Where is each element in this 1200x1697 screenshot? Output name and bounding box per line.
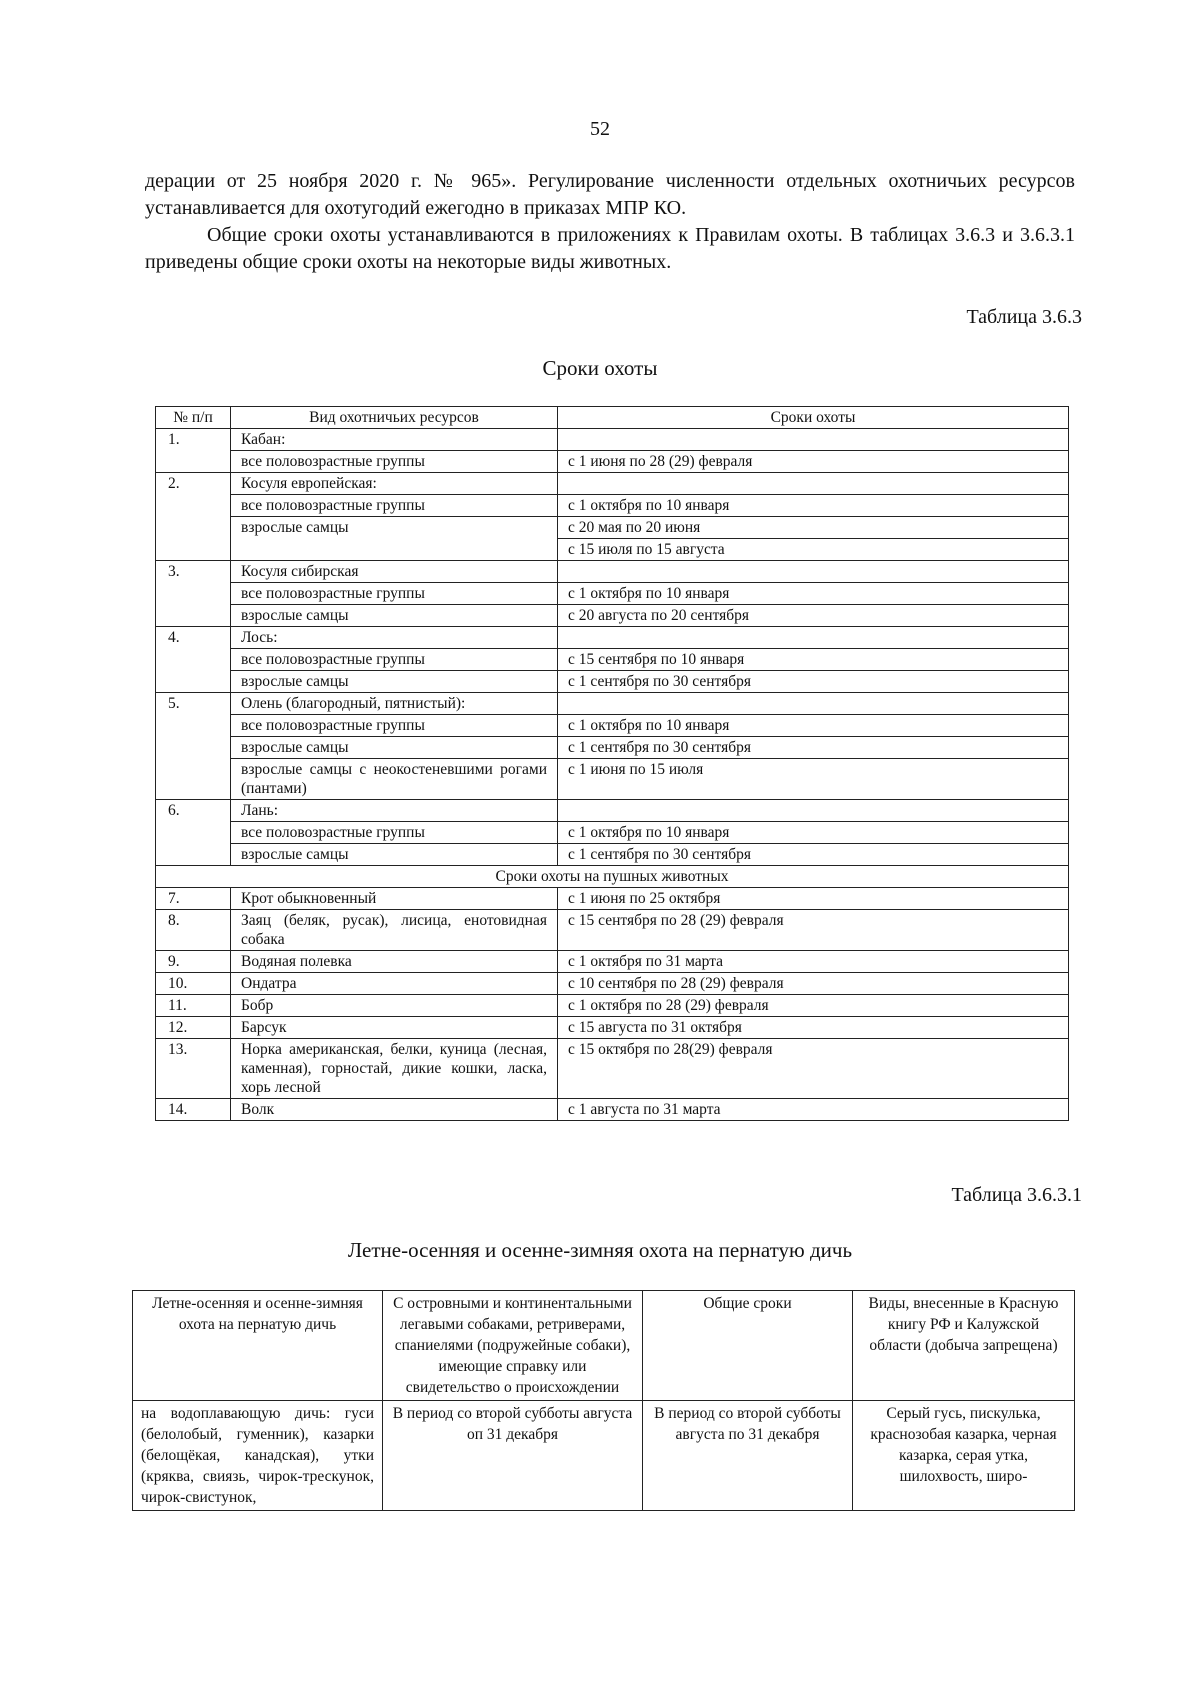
group-kind: все половозрастные группы: [231, 583, 558, 605]
table-row: [156, 429, 1069, 451]
species-name: Ондатра: [231, 973, 558, 995]
table-row: [156, 910, 1069, 951]
group-kind: все половозрастные группы: [231, 495, 558, 517]
table-label-3-6-3-1: Таблица 3.6.3.1: [951, 1184, 1082, 1206]
period-cell: с 20 августа по 20 сентября: [558, 605, 1069, 627]
header-number: № п/п: [156, 407, 231, 429]
period-cell: с 1 октября по 10 января: [558, 822, 1069, 844]
table-row: [156, 649, 1069, 671]
group-kind: все половозрастные группы: [231, 649, 558, 671]
period-cell: с 1 августа по 31 марта: [558, 1099, 1069, 1121]
group-kind: взрослые самцы: [231, 844, 558, 866]
cell-with-dogs: В период со второй субботы августа оп 31 декабря: [383, 1401, 643, 1511]
row-number: 13.: [156, 1039, 231, 1099]
header-general-terms: Общие сроки: [643, 1291, 853, 1401]
period-cell: с 15 сентября по 10 января: [558, 649, 1069, 671]
header-red-book: Виды, внесенные в Красную книгу РФ и Калужской области (добыча запрещена): [853, 1291, 1075, 1401]
table-row: [156, 605, 1069, 627]
period-cell: с 1 сентября по 30 сентября: [558, 844, 1069, 866]
row-number: 3.: [156, 561, 231, 627]
group-kind: взрослые самцы: [231, 671, 558, 693]
row-number: 1.: [156, 429, 231, 473]
table-label-3-6-3: Таблица 3.6.3: [966, 306, 1082, 328]
table-row: [156, 951, 1069, 973]
period-cell: с 20 мая по 20 июня: [558, 517, 1069, 539]
table-row: [156, 517, 1069, 539]
row-number: 12.: [156, 1017, 231, 1039]
period-cell: с 1 июня по 28 (29) февраля: [558, 451, 1069, 473]
cell-game-type: на водоплавающую дичь: гуси (белолобый, гуменник), казарки (белощёкая, канадская), утки (кряква, свиязь, чирок-трескунок, чирок-свистунок,: [133, 1401, 383, 1511]
species-name: Бобр: [231, 995, 558, 1017]
species-name: Норка американская, белки, куница (лесная, каменная), горностай, дикие кошки, ласка, хорь лесной: [231, 1039, 558, 1099]
table-row: [156, 583, 1069, 605]
period-cell: с 1 июня по 15 июля: [558, 759, 1069, 800]
period-cell: [558, 627, 1069, 649]
period-cell: [558, 429, 1069, 451]
species-name: Лось:: [231, 627, 558, 649]
table-row: [156, 671, 1069, 693]
species-name: Олень (благородный, пятнистый):: [231, 693, 558, 715]
row-number: 14.: [156, 1099, 231, 1121]
period-cell: с 15 июля по 15 августа: [558, 539, 1069, 561]
period-cell: с 1 сентября по 30 сентября: [558, 671, 1069, 693]
period-cell: [558, 473, 1069, 495]
species-name: Косуля европейская:: [231, 473, 558, 495]
table-row: [156, 693, 1069, 715]
row-number: 10.: [156, 973, 231, 995]
paragraph-general-terms: Общие сроки охоты устанавливаются в приложениях к Правилам охоты. В таблицах 3.6.3 и 3.6.3.1 приведены общие сроки охоты на некоторые виды животных.: [145, 224, 1075, 273]
period-cell: с 15 октября по 28(29) февраля: [558, 1039, 1069, 1099]
period-cell: с 1 июня по 25 октября: [558, 888, 1069, 910]
species-name: Барсук: [231, 1017, 558, 1039]
hunting-terms-body: [156, 429, 1069, 1121]
species-name: Заяц (беляк, русак), лисица, енотовидная собака: [231, 910, 558, 951]
row-number: 9.: [156, 951, 231, 973]
paragraph-regulation: дерации от 25 ноября 2020 г. № 965». Регулирование численности отдельных охотничьих ресурсов устанавливается для охотугодий ежегодно в приказах МПР КО.: [145, 170, 1075, 219]
table-row: [156, 759, 1069, 800]
table-title-hunting-terms: Сроки охоты: [542, 356, 658, 380]
table-row: [156, 561, 1069, 583]
table-row: [156, 473, 1069, 495]
row-number: 4.: [156, 627, 231, 693]
table-row: [156, 627, 1069, 649]
species-name: Кабан:: [231, 429, 558, 451]
table-header-row: [156, 407, 1069, 429]
species-name: Лань:: [231, 800, 558, 822]
period-cell: с 1 октября по 10 января: [558, 495, 1069, 517]
row-number: 5.: [156, 693, 231, 800]
table-row: [156, 1099, 1069, 1121]
group-kind: все половозрастные группы: [231, 715, 558, 737]
feathered-game-table: [132, 1290, 1075, 1511]
cell-general-terms: В период со второй субботы августа по 31 декабря: [643, 1401, 853, 1511]
row-number: 7.: [156, 888, 231, 910]
row-number: 8.: [156, 910, 231, 951]
period-cell: с 15 сентября по 28 (29) февраля: [558, 910, 1069, 951]
header-species: Вид охотничьих ресурсов: [231, 407, 558, 429]
table-row: [156, 737, 1069, 759]
table-row: [156, 1017, 1069, 1039]
group-kind: все половозрастные группы: [231, 451, 558, 473]
table-title-feathered-game: Летне-осенняя и осенне-зимняя охота на пернатую дичь: [347, 1238, 853, 1262]
table-row: [156, 973, 1069, 995]
period-cell: [558, 561, 1069, 583]
table-row: [156, 822, 1069, 844]
species-name: Крот обыкновенный: [231, 888, 558, 910]
group-kind: взрослые самцы: [231, 605, 558, 627]
table-row: [156, 495, 1069, 517]
fur-section-title: Сроки охоты на пушных животных: [156, 866, 1069, 888]
row-number: 6.: [156, 800, 231, 866]
period-cell: с 1 сентября по 30 сентября: [558, 737, 1069, 759]
table-row: [156, 888, 1069, 910]
group-kind: взрослые самцы с неокостеневшими рогами (пантами): [231, 759, 558, 800]
period-cell: с 1 октября по 28 (29) февраля: [558, 995, 1069, 1017]
period-cell: с 1 октября по 31 марта: [558, 951, 1069, 973]
species-name: Косуля сибирская: [231, 561, 558, 583]
cell-red-book: Серый гусь, пискулька, краснозобая казарка, черная казарка, серая утка, шилохвость, широ-: [853, 1401, 1075, 1511]
table-row: [156, 844, 1069, 866]
table-row: [156, 995, 1069, 1017]
period-cell: [558, 800, 1069, 822]
species-name: Водяная полевка: [231, 951, 558, 973]
table-row: [156, 451, 1069, 473]
header-hunt-type: Летне-осенняя и осенне-зимняя охота на пернатую дичь: [133, 1291, 383, 1401]
group-kind: взрослые самцы: [231, 737, 558, 759]
table-row: [133, 1401, 1075, 1511]
table-row: [156, 1039, 1069, 1099]
group-kind: все половозрастные группы: [231, 822, 558, 844]
table-header-row: [133, 1291, 1075, 1401]
header-terms: Сроки охоты: [558, 407, 1069, 429]
period-cell: [558, 693, 1069, 715]
period-cell: с 1 октября по 10 января: [558, 583, 1069, 605]
table-row: [156, 800, 1069, 822]
page-number: 52: [590, 118, 610, 140]
group-kind: взрослые самцы: [231, 517, 558, 561]
period-cell: с 10 сентября по 28 (29) февраля: [558, 973, 1069, 995]
species-name: Волк: [231, 1099, 558, 1121]
table-row: [156, 715, 1069, 737]
hunting-terms-table: [155, 406, 1069, 1121]
section-row: [156, 866, 1069, 888]
header-with-dogs: С островными и континентальными легавыми собаками, ретриверами, спаниелями (подружейные собаки), имеющие справку или свидетельство о происхождении: [383, 1291, 643, 1401]
row-number: 11.: [156, 995, 231, 1017]
period-cell: с 1 октября по 10 января: [558, 715, 1069, 737]
row-number: 2.: [156, 473, 231, 561]
period-cell: с 15 августа по 31 октября: [558, 1017, 1069, 1039]
